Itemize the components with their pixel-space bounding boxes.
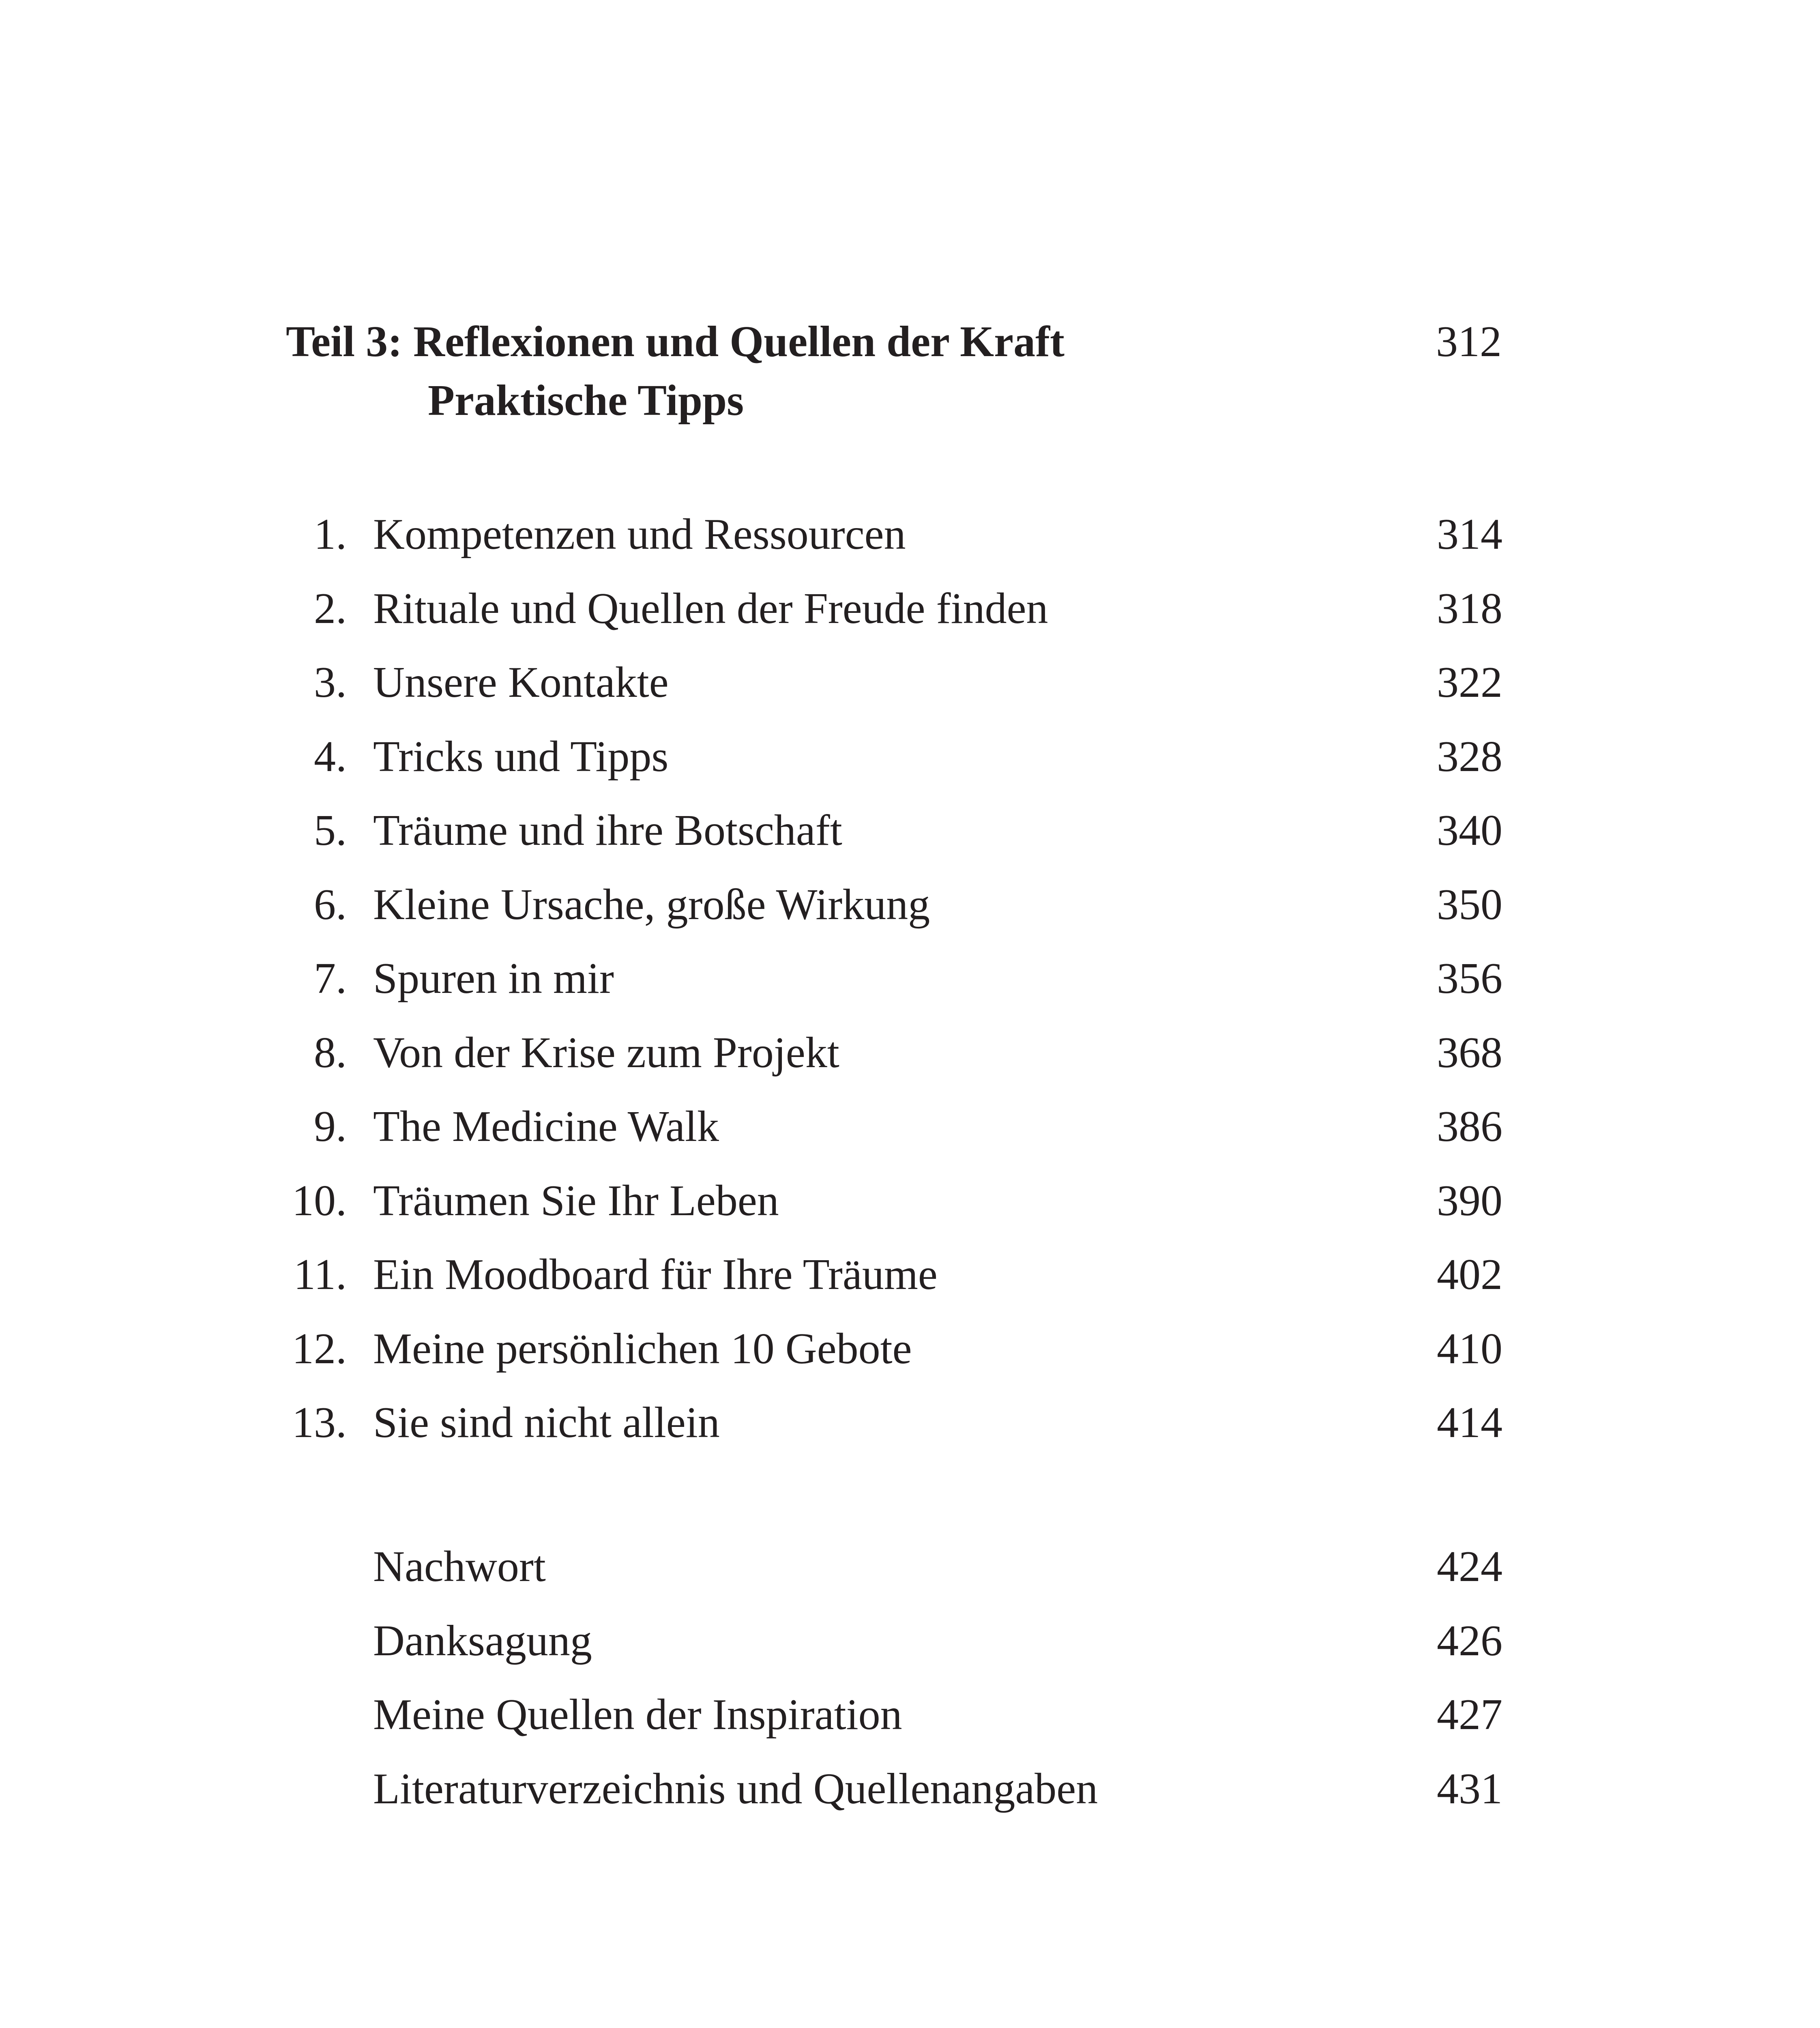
- back-matter-page: 424: [1437, 1542, 1502, 1591]
- toc-entry-page: 350: [1437, 880, 1502, 929]
- toc-entry: [286, 1393, 1502, 1467]
- toc-entry-number: 2.: [314, 584, 347, 633]
- toc-entry-page: 386: [1437, 1102, 1502, 1151]
- toc-entry: [286, 653, 1502, 727]
- toc-entry-number: 3.: [314, 658, 347, 707]
- part-title: Teil 3: Reflexionen und Quellen der Kraft: [286, 318, 1065, 366]
- toc-entry-number: 10.: [292, 1176, 347, 1225]
- toc-entry: [286, 579, 1502, 653]
- toc-entry-page: 322: [1437, 658, 1502, 707]
- toc-entry-number: 1.: [314, 510, 347, 559]
- toc-entry-title: Kompetenzen und Ressourcen: [373, 510, 906, 559]
- back-matter-entry: [286, 1759, 1502, 1834]
- toc-entry: [286, 1171, 1502, 1246]
- back-matter-title: Danksagung: [373, 1616, 592, 1665]
- toc-entry-page: 328: [1437, 732, 1502, 781]
- toc-entry-title: Meine persönlichen 10 Gebote: [373, 1324, 912, 1373]
- toc-entry-title: Kleine Ursache, große Wirkung: [373, 880, 930, 929]
- toc-entry-title: Träume und ihre Botschaft: [373, 806, 842, 855]
- toc-entry: [286, 1245, 1502, 1319]
- back-matter-title: Meine Quellen der Inspiration: [373, 1691, 902, 1739]
- toc-entry-title: Ein Moodboard für Ihre Träume: [373, 1250, 938, 1299]
- back-matter-entry: [286, 1685, 1502, 1759]
- toc-entry-page: 318: [1437, 584, 1502, 633]
- toc-entry-page: 410: [1437, 1324, 1502, 1373]
- toc-entry-number: 5.: [314, 806, 347, 855]
- toc-entry-title: Rituale und Quellen der Freude finden: [373, 584, 1048, 633]
- part-heading: [286, 312, 1527, 430]
- back-matter-entry: [286, 1537, 1502, 1611]
- toc-entry-title: Spuren in mir: [373, 954, 614, 1003]
- toc-entry: [286, 1319, 1502, 1394]
- toc-entry-title: Unsere Kontakte: [373, 658, 669, 707]
- toc-entry: [286, 505, 1502, 579]
- toc-entry-title: Tricks und Tipps: [373, 732, 669, 781]
- back-matter-title: Nachwort: [373, 1542, 546, 1591]
- toc-entry-number: 12.: [292, 1324, 347, 1373]
- toc-entry-title: The Medicine Walk: [373, 1102, 719, 1151]
- back-matter-page: 426: [1437, 1616, 1502, 1665]
- back-matter-page: 431: [1437, 1764, 1502, 1813]
- toc-entry: [286, 1023, 1502, 1098]
- part-subtitle: Praktische Tipps: [428, 376, 744, 425]
- back-matter-list: [286, 1537, 1502, 1833]
- toc-entry-page: 402: [1437, 1250, 1502, 1299]
- back-matter-title: Literaturverzeichnis und Quellenangaben: [373, 1764, 1098, 1813]
- toc-entry-number: 7.: [314, 954, 347, 1003]
- toc-entry-page: 356: [1437, 954, 1502, 1003]
- toc-entry-title: Sie sind nicht allein: [373, 1399, 720, 1447]
- toc-entry-number: 9.: [314, 1102, 347, 1151]
- toc-entry-page: 314: [1437, 510, 1502, 559]
- toc-entry-page: 368: [1437, 1028, 1502, 1077]
- toc-entry-page: 340: [1437, 806, 1502, 855]
- toc-entry: [286, 1097, 1502, 1171]
- back-matter-page: 427: [1437, 1691, 1502, 1739]
- toc-entry: [286, 949, 1502, 1023]
- toc-entry-page: 390: [1437, 1176, 1502, 1225]
- toc-entry-number: 6.: [314, 880, 347, 929]
- toc-entry-number: 4.: [314, 732, 347, 781]
- table-of-contents: [286, 505, 1502, 1467]
- toc-entry-page: 414: [1437, 1399, 1502, 1447]
- toc-entry-number: 13.: [292, 1399, 347, 1447]
- toc-entry-number: 8.: [314, 1028, 347, 1077]
- toc-entry-title: Von der Krise zum Projekt: [373, 1028, 839, 1077]
- toc-entry: [286, 727, 1502, 801]
- toc-entry: [286, 875, 1502, 950]
- toc-entry-title: Träumen Sie Ihr Leben: [373, 1176, 779, 1225]
- toc-entry-number: 11.: [294, 1250, 347, 1299]
- toc-entry: [286, 801, 1502, 875]
- back-matter-entry: [286, 1611, 1502, 1686]
- part-page-number: 312: [1436, 318, 1502, 366]
